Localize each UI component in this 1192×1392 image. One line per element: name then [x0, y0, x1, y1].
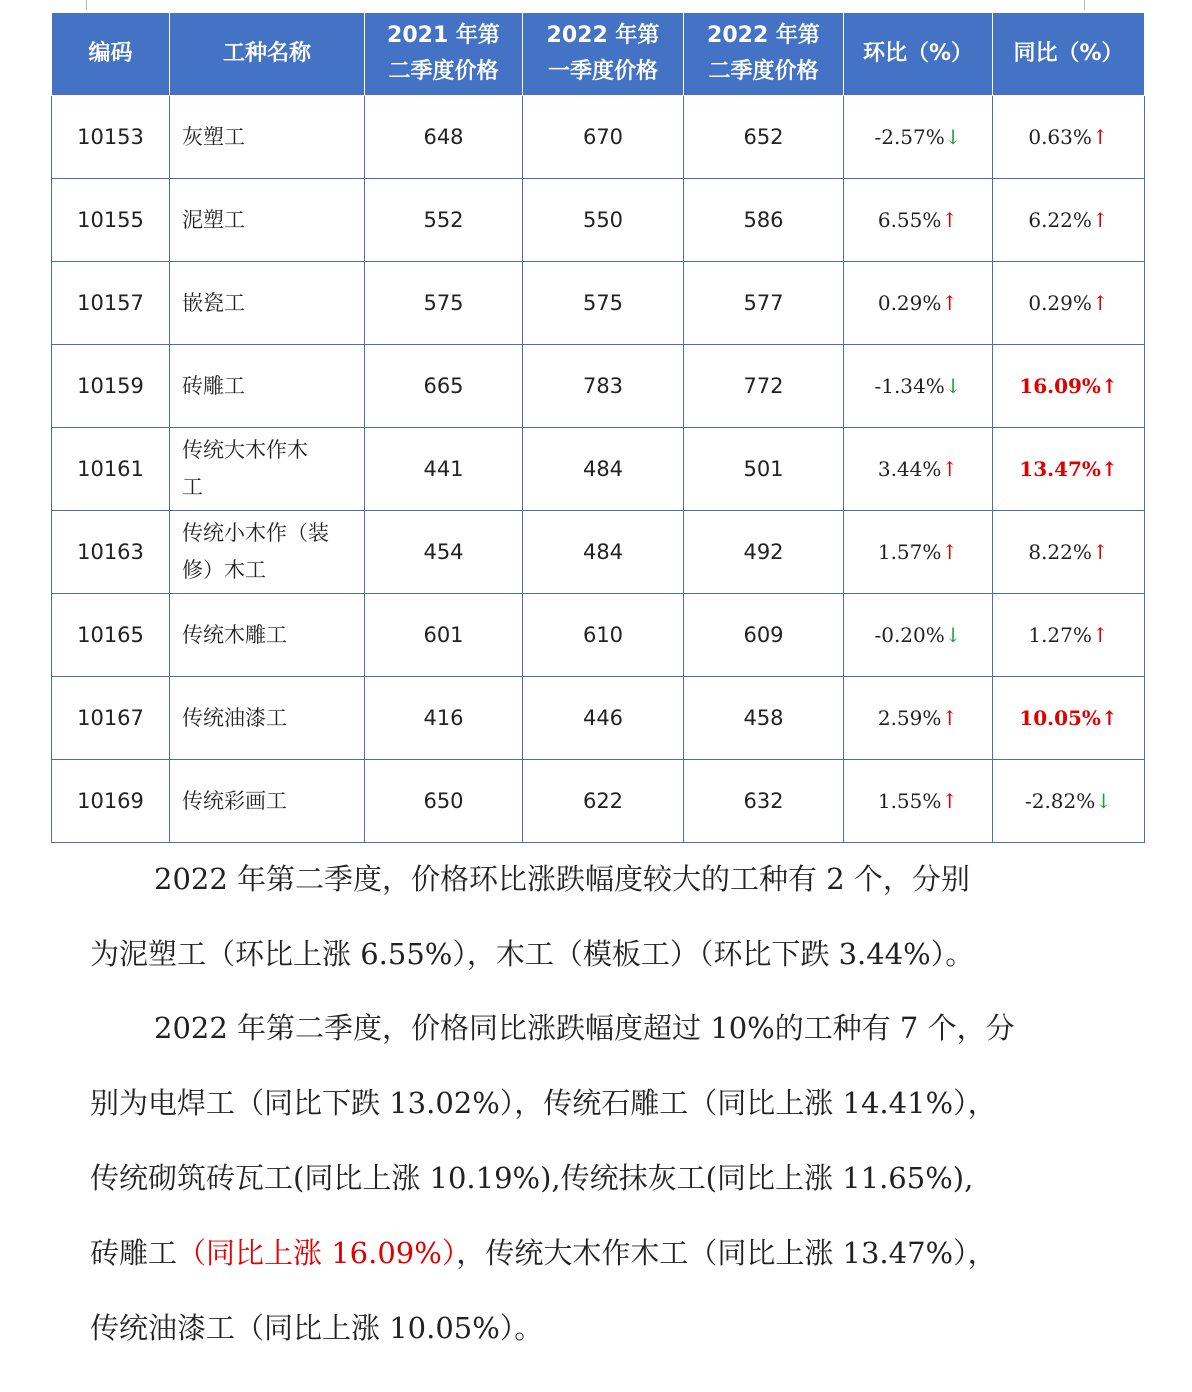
cell-price-2022q2: 609 [684, 594, 844, 677]
cell-code: 10155 [52, 179, 170, 262]
cell-trade-name-line: 修）木工 [182, 558, 266, 582]
cell-price-2022q1: 484 [523, 428, 684, 511]
cell-mom-value: 1.55% [877, 788, 942, 813]
cell-price-2021q2: 575 [365, 262, 523, 345]
column-header-text: 2022 年第 [707, 23, 820, 48]
cell-trade-name [170, 96, 365, 179]
table-header [52, 13, 1145, 96]
cell-mom [844, 96, 993, 179]
table-row [52, 760, 1145, 843]
table-row [52, 179, 1145, 262]
cell-price-2022q2: 492 [684, 511, 844, 594]
paragraph-yoy-highlight: （同比上涨 16.09%） [177, 1236, 457, 1270]
cell-mom [844, 179, 993, 262]
cell-price-2021q2: 650 [365, 760, 523, 843]
cell-code: 10163 [52, 511, 170, 594]
cell-price-2022q1: 610 [523, 594, 684, 677]
cell-mom [844, 428, 993, 511]
cell-trade-name-line: 工 [182, 475, 203, 499]
table-row [52, 96, 1145, 179]
arrow-up-icon: ↑ [1091, 207, 1109, 232]
cell-trade-name-line: 嵌瓷工 [182, 290, 245, 315]
cell-price-2021q2: 416 [365, 677, 523, 760]
column-header [365, 13, 523, 96]
cell-price-2021q2: 601 [365, 594, 523, 677]
table-row [52, 262, 1145, 345]
cell-code: 10167 [52, 677, 170, 760]
cell-code: 10159 [52, 345, 170, 428]
paragraph-mom [90, 842, 1100, 992]
cell-yoy-value: 0.29% [1028, 290, 1092, 315]
cell-trade-name [170, 511, 365, 594]
cell-trade-name-line: 砖雕工 [182, 373, 245, 398]
cell-trade-name [170, 345, 365, 428]
cell-price-2022q2: 586 [684, 179, 844, 262]
arrow-up-icon: ↑ [941, 788, 959, 813]
cell-mom [844, 511, 993, 594]
cell-mom-value: 2.59% [877, 705, 942, 730]
arrow-down-icon: ↓ [1095, 788, 1113, 813]
cell-trade-name-line: 传统小木作（装 [182, 521, 329, 545]
cell-price-2021q2: 665 [365, 345, 523, 428]
cell-mom-value: 3.44% [877, 456, 942, 481]
cell-trade-name [170, 428, 365, 511]
cell-yoy-value: 13.47% [1019, 456, 1101, 481]
arrow-up-icon: ↑ [1100, 705, 1118, 730]
column-header-text: 编码 [88, 41, 133, 66]
cell-mom [844, 594, 993, 677]
column-header [52, 13, 170, 96]
cell-price-2022q1: 550 [523, 179, 684, 262]
cell-trade-name-line: 传统油漆工 [182, 705, 287, 730]
cell-yoy [993, 179, 1145, 262]
cell-trade-name-line: 灰塑工 [182, 124, 245, 149]
cell-yoy-value: -2.82% [1024, 788, 1096, 813]
cell-yoy-value: 6.22% [1028, 207, 1092, 232]
arrow-up-icon: ↑ [1091, 539, 1109, 564]
cell-yoy [993, 428, 1145, 511]
cell-code: 10165 [52, 594, 170, 677]
column-header [170, 13, 365, 96]
cell-yoy [993, 262, 1145, 345]
cell-trade-name [170, 677, 365, 760]
column-header-text: 2021 年第 [387, 23, 500, 48]
arrow-up-icon: ↑ [1100, 456, 1118, 481]
paragraph-yoy-line-5: 传统油漆工（同比上涨 10.05%）。 [90, 1311, 544, 1345]
cell-mom-value: 0.29% [877, 290, 942, 315]
cell-yoy [993, 594, 1145, 677]
cell-yoy-value: 10.05% [1019, 705, 1101, 730]
cell-yoy [993, 760, 1145, 843]
cell-trade-name-line: 传统大木作木 [182, 438, 308, 462]
cell-mom-value: -0.20% [874, 622, 945, 647]
cell-price-2022q2: 772 [684, 345, 844, 428]
cell-price-2021q2: 441 [365, 428, 523, 511]
cell-price-2022q2: 632 [684, 760, 844, 843]
cell-yoy [993, 345, 1145, 428]
arrow-down-icon: ↓ [944, 622, 962, 647]
table-body [52, 96, 1145, 843]
column-header-text: 二季度价格 [708, 59, 819, 84]
cell-price-2022q2: 652 [684, 96, 844, 179]
column-header-text: 一季度价格 [547, 59, 658, 84]
cell-price-2022q1: 670 [523, 96, 684, 179]
cell-price-2021q2: 552 [365, 179, 523, 262]
cell-price-2022q1: 575 [523, 262, 684, 345]
arrow-up-icon: ↑ [941, 207, 959, 232]
cell-price-2022q1: 783 [523, 345, 684, 428]
arrow-up-icon: ↑ [941, 456, 959, 481]
table-row [52, 345, 1145, 428]
paragraph-yoy-line-4b: ，传统大木作木工（同比上涨 13.47%）， [456, 1236, 997, 1270]
column-header [844, 13, 993, 96]
cell-price-2022q2: 577 [684, 262, 844, 345]
cell-mom [844, 262, 993, 345]
cell-code: 10169 [52, 760, 170, 843]
cell-yoy [993, 96, 1145, 179]
cell-yoy-value: 1.27% [1028, 622, 1092, 647]
cell-yoy-value: 0.63% [1028, 124, 1092, 149]
arrow-up-icon: ↑ [941, 705, 959, 730]
arrow-up-icon: ↑ [941, 290, 959, 315]
arrow-down-icon: ↓ [944, 373, 962, 398]
arrow-up-icon: ↑ [941, 539, 959, 564]
cell-price-2022q2: 501 [684, 428, 844, 511]
cell-price-2022q1: 622 [523, 760, 684, 843]
paragraph-yoy-line-1: 2022 年第二季度，价格同比涨跌幅度超过 10%的工种有 7 个，分 [154, 1011, 1015, 1045]
table-row [52, 511, 1145, 594]
column-header-text: 2022 年第 [546, 23, 660, 48]
cell-yoy-value: 8.22% [1028, 539, 1092, 564]
cell-price-2022q2: 458 [684, 677, 844, 760]
paragraph-mom-line-1: 2022 年第二季度，价格环比涨跌幅度较大的工种有 2 个，分别 [154, 862, 970, 896]
cell-trade-name-line: 泥塑工 [182, 207, 245, 232]
table-row [52, 594, 1145, 677]
cell-price-2022q1: 446 [523, 677, 684, 760]
cell-price-2021q2: 454 [365, 511, 523, 594]
column-header [993, 13, 1145, 96]
column-header-text: 工种名称 [222, 41, 311, 66]
cell-trade-name-line: 传统彩画工 [182, 788, 287, 813]
arrow-up-icon: ↑ [1091, 290, 1109, 315]
column-header-text: 二季度价格 [388, 59, 499, 84]
cell-mom-value: 6.55% [877, 207, 942, 232]
cell-yoy [993, 511, 1145, 594]
cell-trade-name [170, 262, 365, 345]
cell-mom-value: -2.57% [874, 124, 945, 149]
cell-code: 10157 [52, 262, 170, 345]
cell-trade-name-line: 传统木雕工 [182, 622, 287, 647]
arrow-up-icon: ↑ [1091, 622, 1109, 647]
paragraph-yoy-line-3: 传统砌筑砖瓦工(同比上涨 10.19%),传统抹灰工(同比上涨 11.65%), [90, 1161, 974, 1195]
price-table [51, 12, 1145, 843]
arrow-down-icon: ↓ [944, 124, 962, 149]
cell-price-2022q1: 484 [523, 511, 684, 594]
cell-code: 10161 [52, 428, 170, 511]
cell-mom [844, 677, 993, 760]
cell-mom [844, 760, 993, 843]
table-row [52, 428, 1145, 511]
cell-yoy [993, 677, 1145, 760]
page-corner-mark-left [86, 0, 87, 10]
arrow-up-icon: ↑ [1100, 373, 1118, 398]
cell-mom-value: 1.57% [877, 539, 942, 564]
cell-trade-name [170, 760, 365, 843]
paragraph-yoy-line-4a: 砖雕工 [90, 1236, 178, 1270]
column-header [523, 13, 684, 96]
column-header-text: 环比（%） [862, 41, 974, 66]
page-corner-mark-right [1084, 0, 1085, 10]
cell-price-2021q2: 648 [365, 96, 523, 179]
cell-code: 10153 [52, 96, 170, 179]
arrow-up-icon: ↑ [1091, 124, 1109, 149]
table-row [52, 677, 1145, 760]
paragraph-yoy-line-2: 别为电焊工（同比下跌 13.02%），传统石雕工（同比上涨 14.41%）， [90, 1086, 997, 1120]
paragraph-mom-line-2: 为泥塑工（环比上涨 6.55%），木工（模板工）（环比下跌 3.44%）。 [90, 937, 975, 971]
column-header-text: 同比（%） [1013, 41, 1124, 66]
cell-mom-value: -1.34% [874, 373, 945, 398]
header-row [52, 13, 1145, 96]
cell-yoy-value: 16.09% [1019, 373, 1101, 398]
cell-trade-name [170, 594, 365, 677]
cell-trade-name [170, 179, 365, 262]
column-header [684, 13, 844, 96]
cell-mom [844, 345, 993, 428]
paragraph-yoy [90, 991, 1100, 1366]
